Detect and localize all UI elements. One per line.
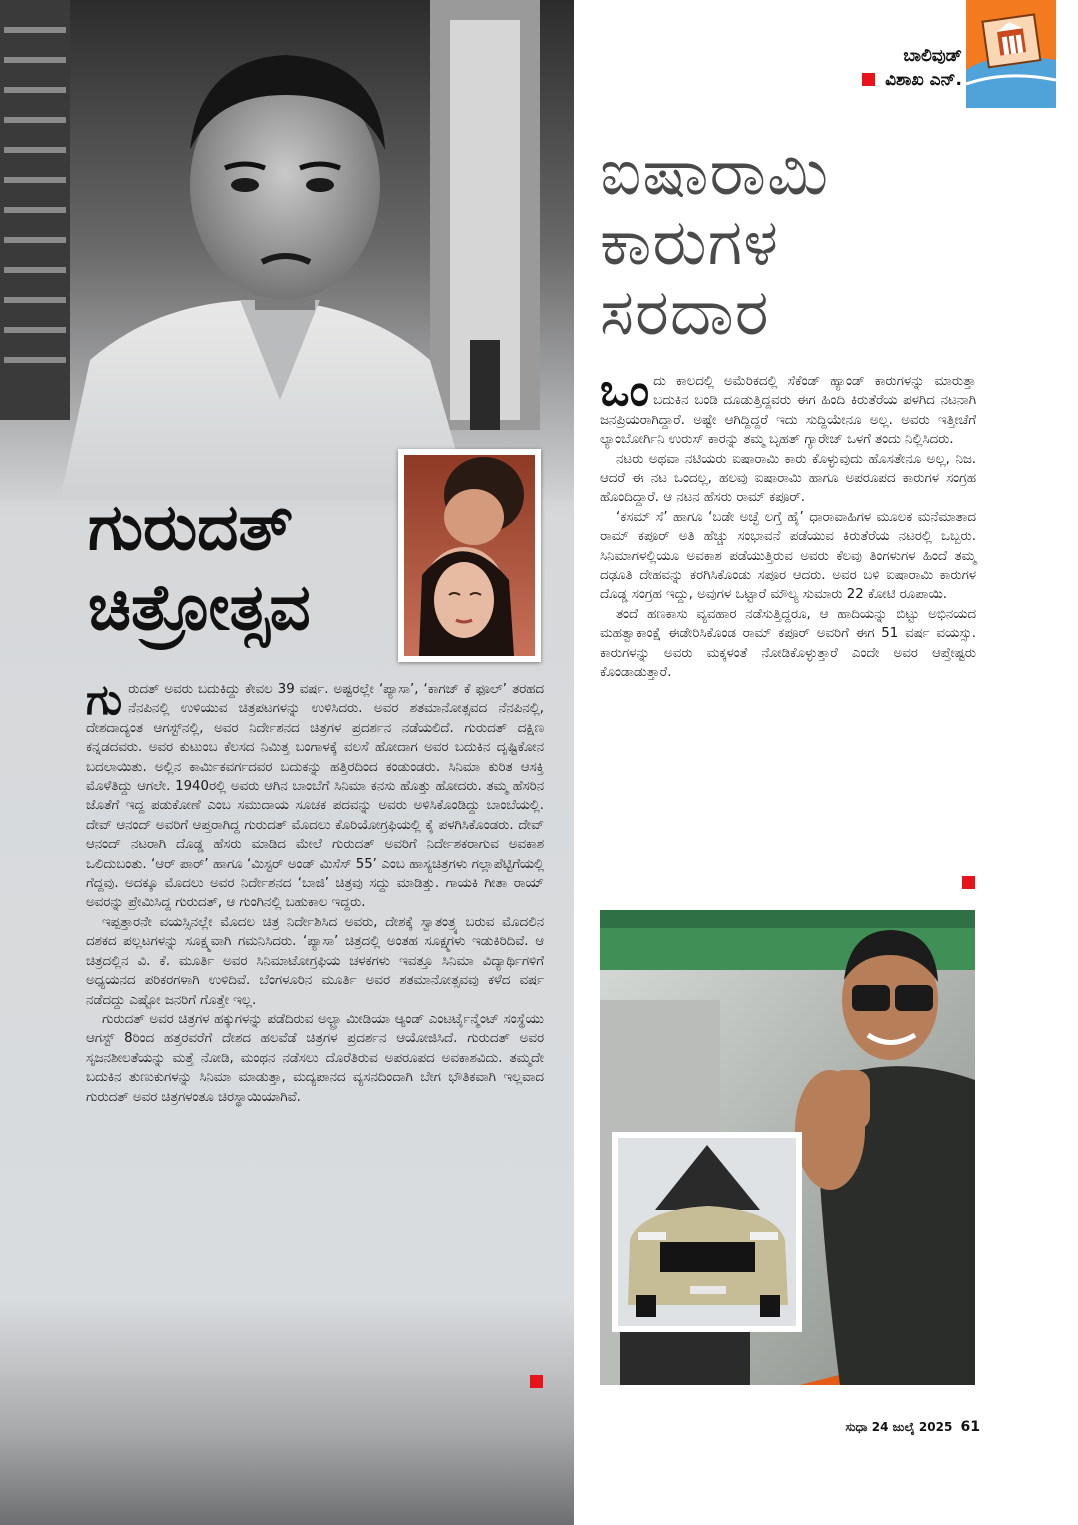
bollywood-section-icon bbox=[966, 0, 1056, 108]
issue-date: 24 ಜುಲೈ 2025 bbox=[871, 1420, 953, 1434]
left-headline-line-1: ಗುರುದತ್ bbox=[88, 491, 294, 565]
right-paragraph-2: ನಟರು ಅಥವಾ ನಟಿಯರು ಐಷಾರಾಮಿ ಕಾರು ಕೊಳ್ಳುವುದು ಹೊಸತೇನೂ ಅಲ್ಲ, ನಿಜ. ಆದರೆ ಈ ನಟ ಒಂದಲ್ಲ, ಹಲವು ಐಷಾರಾಮಿ ಹಾಗೂ ಅಪರೂಪದ ಕಾರುಗಳ ಸಂಗ್ರಹ ಹೊಂದಿದ್ದಾರೆ. ಆ ನಟನ ಹೆಸರು ರಾಮ್ ಕಪೂರ್. bbox=[600, 451, 976, 506]
byline bbox=[820, 45, 962, 91]
right-headline-line-3: ಸರದಾರ bbox=[600, 276, 770, 350]
right-headline bbox=[600, 138, 960, 348]
right-dropcap: ಒಂ bbox=[600, 365, 650, 416]
right-headline-line-2: ಕಾರುಗಳ bbox=[600, 206, 779, 280]
section-label: ಬಾಲಿವುಡ್ bbox=[903, 46, 962, 66]
ram-kapoor-car-photo bbox=[600, 910, 975, 1385]
right-paragraph-1: ಒಂದು ಕಾಲದಲ್ಲಿ ಅಮೆರಿಕದಲ್ಲಿ ಸೆಕೆಂಡ್ ಹ್ಯಾಂಡ್ ಕಾರುಗಳನ್ನು ಮಾರುತ್ತಾ ಬದುಕಿನ ಬಂಡಿ ದೂಡುತ್ತಿದ್ದವರು ಈಗ ಹಿಂದಿ ಕಿರುತೆರೆಯ ಪಳಗಿದ ನಟನಾಗಿ ಜನಪ್ರಿಯರಾಗಿದ್ದಾರೆ. ಅಷ್ಟೇ ಆಗಿದ್ದಿದ್ದರೆ ಇದು ಸುದ್ದಿಯೇನೂ ಅಲ್ಲ. ಅವರು ಇತ್ತೀಚೆಗೆ ಲ್ಯಾಂಬೋರ್ಗಿನಿ ಉರುಸ್ ಕಾರನ್ನು ತಮ್ಮ ಬೃಹತ್ ಗ್ಯಾರೇಜ್ ಒಳಗೆ ತಂದು ನಿಲ್ಲಿಸಿದರು. bbox=[600, 365, 976, 448]
guru-dutt-photo bbox=[0, 0, 574, 500]
page-footer bbox=[830, 1419, 980, 1435]
red-bullet bbox=[862, 73, 875, 86]
article-end-marker bbox=[530, 1375, 543, 1388]
publication-name: ಸುಧಾ bbox=[845, 1420, 868, 1434]
left-paragraph-3: ಗುರುದತ್ ಅವರ ಚಿತ್ರಗಳ ಹಕ್ಕುಗಳನ್ನು ಪಡೆದಿರುವ ಅಲ್ಟ್ರಾ ಮೀಡಿಯಾ ಆ್ಯಂಡ್ ಎಂಟರ್ಟೈನ್ಮೆಂಟ್ ಸಂಸ್ಥೆಯು ಆಗಸ್ಟ್ 8ರಿಂದ ಹತ್ತರವರೆಗೆ ದೇಶದ ಹಲವೆಡೆ ಚಿತ್ರಗಳ ಪ್ರದರ್ಶನ ಆಯೋಜಿಸಿದೆ. ಗುರುದತ್ ಅವರ ಸೃಜನಶೀಲತೆಯನ್ನು ಮತ್ತೆ ನೋಡಿ, ಮಂಥನ ನಡೆಸಲು ದೊರೆತಿರುವ ಅಪರೂಪದ ಅವಕಾಶವಿದು. ತಮ್ಮದೇ ಬದುಕಿನ ತುಣುಕುಗಳನ್ನು ಸಿನಿಮಾ ಮಾಡುತ್ತಾ, ಮದ್ಯಪಾನದ ವ್ಯಸನದಿಂದಾಗಿ ಬೇಗ ಭೌತಿಕವಾಗಿ ಇಲ್ಲವಾದ ಗುರುದತ್ ಅವರ ಚಿತ್ರಗಳಂತೂ ಚಿರಸ್ಥಾಯಿಯಾಗಿವೆ. bbox=[86, 1011, 544, 1105]
right-headline-line-1: ಐಷಾರಾಮಿ bbox=[600, 136, 830, 210]
article-end-marker bbox=[962, 876, 975, 889]
pyaasa-still-photo bbox=[398, 449, 541, 662]
left-paragraph-1: ಗುರುದತ್ ಅವರು ಬದುಕಿದ್ದು ಕೇವಲ 39 ವರ್ಷ. ಅಷ್ಟರಲ್ಲೇ ‘ಪ್ಯಾಸಾ’, ‘ಕಾಗಜ್ ಕೆ ಫೂಲ್’ ತರಹದ ನೆನಪಿನಲ್ಲಿ ಉಳಿಯುವ ಚಿತ್ರಪಟಗಳನ್ನು ಉಳಿಸಿದರು. ಅವರ ಶತಮಾನೋತ್ಸವದ ನೆನಪಿನಲ್ಲಿ, ದೇಶದಾದ್ಯಂತ ಆಗಸ್ಟ್‌ನಲ್ಲಿ, ಅವರ ನಿರ್ದೇಶನದ ಚಿತ್ರಗಳ ಪ್ರದರ್ಶನ ನಡೆಯಲಿದೆ. ಗುರುದತ್ ದಕ್ಷಿಣ ಕನ್ನಡದವರು. ಅವರ ಕುಟುಂಬ ಕೆಲಸದ ನಿಮಿತ್ತ ಬಂಗಾಳಕ್ಕೆ ವಲಸೆ ಹೋದಾಗ ಅವರ ಬದುಕಿನ ದೃಷ್ಟಿಕೋನ ಬದಲಾಯಿತು. ಅಲ್ಲಿನ ಕಾರ್ಮಿಕವರ್ಗದವರ ಬದುಕನ್ನು ಹತ್ತಿರದಿಂದ ಕಂಡುಂಡರು. ಸಿನಿಮಾ ಕುರಿತ ಆಸಕ್ತಿ ಮೊಳೆತಿದ್ದು ಆಗಲೇ. 1940ರಲ್ಲಿ ಅವರು ಆಗಿನ ಬಾಂಬೆಗೆ ಸಿನಿಮಾ ಕನಸು ಹೊತ್ತು ಹೋದರು. ತಮ್ಮ ಹೆಸರಿನ ಜೊತೆಗೆ ಇದ್ದ ಪಡುಕೋಣೆ ಎಂಬ ಸಮುದಾಯ ಸೂಚಕ ಪದವನ್ನು ಅವರು ಅಳಿಸಿಕೊಂಡಿದ್ದು ಬಾಂಬೆಯಲ್ಲಿ. ದೇವ್ ಆನಂದ್ ಅವರಿಗೆ ಆಪ್ತರಾಗಿದ್ದ ಗುರುದತ್ ಮೊದಲು ಕೊರಿಯೋಗ್ರಫಿಯಲ್ಲಿ ಕೈ ಪಳಗಿಸಿಕೊಂಡರು. ದೇವ್ ಆನಂದ್ ನಟರಾಗಿ ದೊಡ್ಡ ಹೆಸರು ಮಾಡಿದ ಮೇಲೆ ಗುರುದತ್ ಅವರಿಗೆ ನಿರ್ದೇಶಕರಾಗುವ ಅವಕಾಶ ಒಲಿದುಬಂತು. ‘ಆರ್ ಪಾರ್’ ಹಾಗೂ ‘ಮಿಸ್ಟರ್ ಅಂಡ್ ಮಿಸೆಸ್ 55’ ಎಂಬ ಹಾಸ್ಯಚಿತ್ರಗಳು ಗಲ್ಲಾಪೆಟ್ಟಿಗೆಯಲ್ಲಿ ಗೆದ್ದವು. ಅದಕ್ಕೂ ಮೊದಲು ಅವರ ನಿರ್ದೇಶನದ ‘ಬಾಜಿ’ ಚಿತ್ರವು ಸದ್ದು ಮಾಡಿತ್ತು. ಗಾಯಕಿ ಗೀತಾ ರಾಯ್ ಅವರನ್ನು ಪ್ರೇಮಿಸಿದ್ದ ಗುರುದತ್, ಆ ಗುಂಗಿನಲ್ಲಿ ಬಹುಕಾಲ ಇದ್ದರು. bbox=[86, 675, 544, 911]
left-paragraph-2: ಇಪ್ಪತ್ತಾರನೇ ವಯಸ್ಸಿನಲ್ಲೇ ಮೊದಲ ಚಿತ್ರ ನಿರ್ದೇಶಿಸಿದ ಅವರು, ದೇಶಕ್ಕೆ ಸ್ವಾತಂತ್ರ್ಯ ಬರುವ ಮೊದಲಿನ ದಶಕದ ಪಲ್ಲಟಗಳನ್ನು ಸೂಕ್ಷ್ಮವಾಗಿ ಗಮನಿಸಿದರು. ‘ಪ್ಯಾಸಾ’ ಚಿತ್ರದಲ್ಲಿ ಅಂತಹ ಸೂಕ್ಷ್ಮಗಳು ಇಡುಕಿರಿದಿವೆ. ಆ ಚಿತ್ರದಲ್ಲಿನ ವಿ. ಕೆ. ಮೂರ್ತಿ ಅವರ ಸಿನಿಮಾಟೋಗ್ರಫಿಯ ಚಳಕಗಳು ಇವತ್ತೂ ಸಿನಿಮಾ ವಿದ್ಯಾರ್ಥಿಗಳಿಗೆ ಅಧ್ಯಯನದ ಪರಿಕರಗಳಾಗಿ ಉಳಿದಿವೆ. ಬೆಂಗಳೂರಿನ ಮೂರ್ತಿ ಅವರ ಶತಮಾನೋತ್ಸವವು ಕಳೆದ ವರ್ಷ ನಡೆದದ್ದು ಎಷ್ಟೋ ಜನರಿಗೆ ಗೊತ್ತೇ ಇಲ್ಲ. bbox=[86, 914, 544, 1008]
author-name: ವಿಶಾಖ ಎನ್. bbox=[885, 70, 962, 90]
left-dropcap: ಗು bbox=[86, 675, 123, 724]
right-article-body bbox=[600, 365, 976, 683]
author-line bbox=[820, 69, 962, 91]
left-article-body bbox=[86, 675, 544, 1107]
left-headline-line-2: ಚಿತ್ರೋತ್ಸವ bbox=[88, 571, 311, 645]
page-number: 61 bbox=[960, 1419, 980, 1435]
left-headline bbox=[88, 488, 398, 648]
right-paragraph-3: ‘ಕಸಮ್ ಸೆ’ ಹಾಗೂ ‘ಬಡೇ ಅಚ್ಛೆ ಲಗ್ತೆ ಹೈ’ ಧಾರಾವಾಹಿಗಳ ಮೂಲಕ ಮನೆಮಾತಾದ ರಾಮ್ ಕಪೂರ್ ಅತಿ ಹೆಚ್ಚು ಸಂಭಾವನೆ ಪಡೆಯುವ ಕಿರುತೆರೆಯ ನಟರಲ್ಲಿ ಒಬ್ಬರು. ಸಿನಿಮಾಗಳಲ್ಲಿಯೂ ಅವಕಾಶ ಪಡೆಯುತ್ತಿರುವ ಅವರು ಕೆಲವು ತಿಂಗಳುಗಳ ಹಿಂದೆ ತಮ್ಮ ದಢೂತಿ ದೇಹವನ್ನು ಕರಗಿಸಿಕೊಂಡು ಸಪೂರ ಆದರು. ಅವರ ಬಳಿ ಐಷಾರಾಮಿ ಕಾರುಗಳ ದೊಡ್ಡ ಸಂಗ್ರಹ ಇದ್ದು, ಅವುಗಳ ಒಟ್ಟಾರೆ ಮೌಲ್ಯ ಸುಮಾರು 22 ಕೋಟಿ ರೂಪಾಯಿ. bbox=[600, 509, 976, 603]
right-paragraph-4: ತಂದೆ ಹಣಕಾಸು ವ್ಯವಹಾರ ನಡೆಸುತ್ತಿದ್ದರೂ, ಆ ಹಾದಿಯನ್ನು ಬಿಟ್ಟು ಅಭಿನಯದ ಮಹತ್ವಾಕಾಂಕ್ಷೆ ಈಡೇರಿಸಿಕೊಂಡ ರಾಮ್ ಕಪೂರ್ ಅವರಿಗೆ ಈಗ 51 ವರ್ಷ ವಯಸ್ಸು. ಕಾರುಗಳನ್ನು ಅವರು ಮಕ್ಕಳಂತೆ ನೋಡಿಕೊಳ್ಳುತ್ತಾರೆ ಎಂದೇ ಅವರ ಆಪ್ತೇಷ್ಟರು ಕೊಂಡಾಡುತ್ತಾರೆ. bbox=[600, 606, 976, 681]
